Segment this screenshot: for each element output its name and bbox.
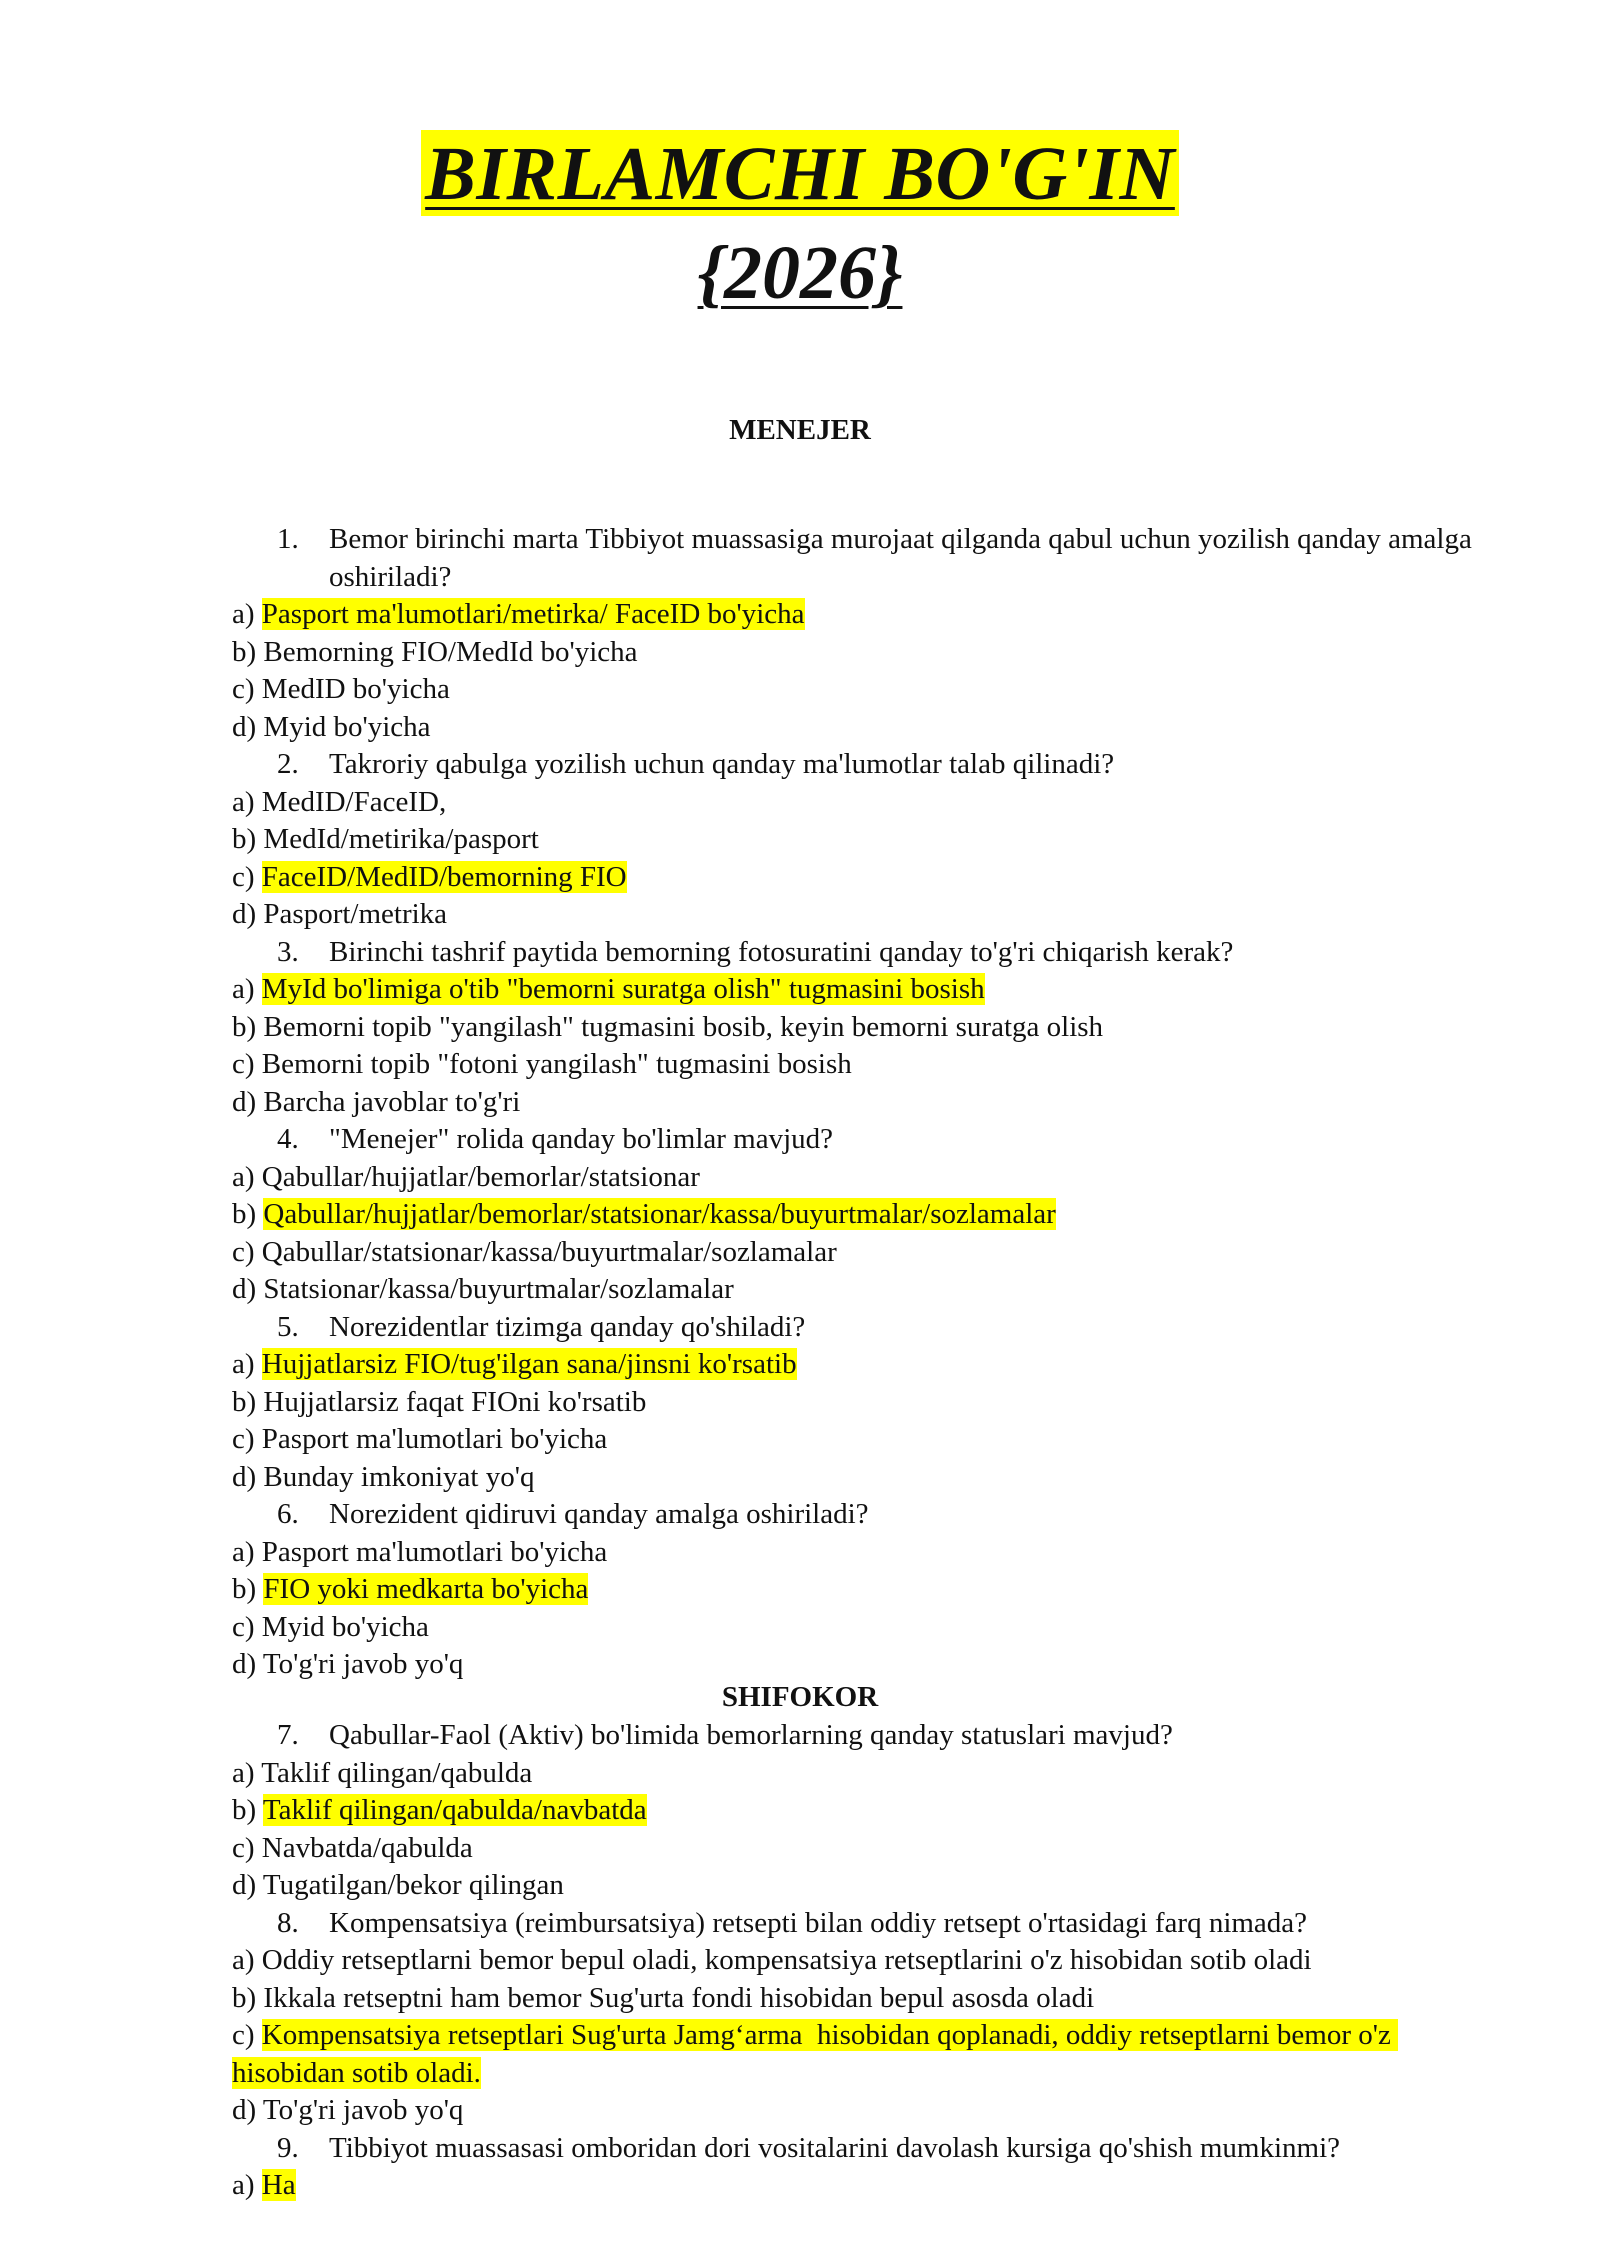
- option-text: To'g'ri javob yo'q: [262, 2094, 464, 2126]
- answer-option-b: [232, 1792, 1492, 1830]
- question-number: 9.: [277, 2131, 299, 2164]
- option-prefix: b): [232, 1385, 257, 1418]
- question-number: 8.: [277, 1906, 299, 1939]
- section-heading-shifokor: SHIFOKOR: [721, 1681, 879, 1713]
- question-9: [232, 2130, 1492, 2168]
- answer-option-a: [232, 784, 1492, 822]
- answer-option-d: [232, 2092, 1492, 2130]
- option-text: Myid bo'yicha: [261, 1610, 429, 1643]
- option-prefix: a): [232, 1756, 255, 1789]
- option-prefix: a): [232, 1944, 255, 1976]
- question-3: [232, 934, 1492, 972]
- question-text: Takroriy qabulga yozilish uchun qanday ma'lumotlar talab qilinadi?: [329, 748, 1115, 780]
- question-2: [232, 746, 1492, 784]
- option-prefix: b): [232, 1573, 257, 1605]
- option-prefix: a): [232, 785, 255, 818]
- answer-option-c: [232, 671, 1492, 709]
- question-1: [232, 521, 1492, 596]
- option-text: MedId/metirika/pasport: [263, 823, 539, 855]
- option-prefix: a): [232, 1160, 255, 1193]
- title-block: [0, 130, 1600, 216]
- document-year: {2026}: [697, 231, 903, 315]
- option-prefix: c): [232, 673, 255, 705]
- answer-option-c: [232, 859, 1492, 897]
- option-prefix: a): [232, 973, 255, 1005]
- section-heading-menejer: MENEJER: [729, 414, 871, 446]
- option-text: Tugatilgan/bekor qilingan: [262, 1869, 564, 1901]
- option-prefix: b): [232, 1981, 257, 2014]
- answer-option-a: [232, 2167, 1492, 2205]
- option-text: Qabullar/hujjatlar/bemorlar/statsionar: [261, 1160, 700, 1193]
- option-text: MedID/FaceID,: [261, 785, 447, 818]
- highlighted-answer-text: Taklif qilingan/qabulda/navbatda: [262, 1794, 647, 1826]
- option-text: Bemorni topib "yangilash" tugmasini bosib, keyin bemorni suratga olish: [263, 1010, 1104, 1043]
- option-prefix: d): [232, 1648, 257, 1680]
- option-text: Navbatda/qabulda: [261, 1831, 473, 1864]
- answer-option-d: [232, 1867, 1492, 1905]
- option-text: Hujjatlarsiz faqat FIOni ko'rsatib: [263, 1385, 647, 1418]
- option-prefix: c): [232, 860, 255, 893]
- option-text: Myid bo'yicha: [263, 710, 431, 743]
- option-prefix: b): [232, 823, 257, 855]
- answer-option-b: [232, 821, 1492, 859]
- question-text: "Menejer" rolida qanday bo'limlar mavjud?: [329, 1123, 834, 1155]
- answer-option-a: [232, 971, 1492, 1009]
- answer-option-c: [232, 1609, 1492, 1647]
- option-prefix: b): [232, 635, 257, 668]
- question-text: Tibbiyot muassasasi omboridan dori vositalarini davolash kursiga qo'shish mumkinmi?: [329, 2131, 1341, 2164]
- option-text: Taklif qilingan/qabulda: [261, 1756, 533, 1789]
- answer-option-d: [232, 1459, 1492, 1497]
- highlighted-answer-text: FaceID/MedID/bemorning FIO: [261, 860, 627, 893]
- question-text: Norezidentlar tizimga qanday qo'shiladi?: [329, 1310, 806, 1343]
- option-text: Pasport/metrika: [263, 898, 448, 930]
- answer-option-d: [232, 1084, 1492, 1122]
- option-text: Bemorni topib "fotoni yangilash" tugmasini bosish: [261, 1048, 852, 1080]
- answer-option-c: [232, 1046, 1492, 1084]
- option-text: Bunday imkoniyat yo'q: [263, 1460, 535, 1493]
- option-prefix: c): [232, 1423, 255, 1455]
- answer-option-c: [232, 1421, 1492, 1459]
- question-4: [232, 1121, 1492, 1159]
- year-block: [0, 231, 1600, 315]
- option-prefix: d): [232, 1869, 257, 1901]
- question-number: 3.: [277, 935, 299, 968]
- question-number: 4.: [277, 1123, 299, 1155]
- option-prefix: b): [232, 1794, 257, 1826]
- answer-option-d: [232, 709, 1492, 747]
- answer-option-b: [232, 1571, 1492, 1609]
- question-text: Birinchi tashrif paytida bemorning fotosuratini qanday to'g'ri chiqarish kerak?: [329, 935, 1234, 968]
- question-5: [232, 1309, 1492, 1347]
- option-prefix: a): [232, 1348, 255, 1380]
- question-number: 1.: [277, 523, 299, 555]
- option-prefix: c): [232, 1831, 255, 1864]
- option-text: Qabullar/statsionar/kassa/buyurtmalar/sozlamalar: [261, 1235, 837, 1268]
- option-text: MedID bo'yicha: [261, 673, 450, 705]
- answer-option-a: [232, 1534, 1492, 1572]
- answer-option-b: [232, 1980, 1492, 2018]
- option-prefix: a): [232, 598, 255, 630]
- answer-option-b: [232, 1009, 1492, 1047]
- option-prefix: d): [232, 710, 257, 743]
- answer-option-d: [232, 1271, 1492, 1309]
- answer-option-a: [232, 1755, 1492, 1793]
- option-prefix: d): [232, 1273, 257, 1305]
- question-text: Kompensatsiya (reimbursatsiya) retsepti bilan oddiy retsept o'rtasidagi farq nimada?: [329, 1906, 1308, 1939]
- option-prefix: b): [232, 1010, 257, 1043]
- option-prefix: d): [232, 1460, 257, 1493]
- question-text: Bemor birinchi marta Tibbiyot muassasiga murojaat qilganda qabul uchun yozilish qanday amalga oshiriladi?: [329, 523, 1472, 593]
- answer-option-a: [232, 1346, 1492, 1384]
- option-text: Bemorning FIO/MedId bo'yicha: [263, 635, 638, 668]
- option-text: Oddiy retseptlarni bemor bepul oladi, kompensatsiya retseptlarini o'z hisobidan sotib oladi: [261, 1944, 1312, 1976]
- option-prefix: d): [232, 1085, 257, 1118]
- answer-option-b: [232, 1196, 1492, 1234]
- answer-option-c: [232, 2017, 1492, 2092]
- question-number: 2.: [277, 748, 299, 780]
- question-text: Qabullar-Faol (Aktiv) bo'limida bemorlarning qanday statuslari mavjud?: [329, 1719, 1173, 1751]
- highlighted-answer-text: Pasport ma'lumotlari/metirka/ FaceID bo'yicha: [261, 598, 805, 630]
- document-title: BIRLAMCHI BO'G'IN: [421, 130, 1179, 216]
- option-prefix: d): [232, 2094, 257, 2126]
- option-prefix: c): [232, 1048, 255, 1080]
- option-prefix: c): [232, 1235, 255, 1268]
- highlighted-answer-text: MyId bo'limiga o'tib "bemorni suratga olish" tugmasini bosish: [261, 973, 985, 1005]
- option-prefix: a): [232, 1535, 255, 1568]
- answer-option-c: [232, 1830, 1492, 1868]
- answer-option-b: [232, 634, 1492, 672]
- question-6: [232, 1496, 1492, 1534]
- question-number: 5.: [277, 1310, 299, 1343]
- option-prefix: b): [232, 1198, 257, 1230]
- question-list-menejer: [232, 521, 1492, 1684]
- option-prefix: d): [232, 898, 257, 930]
- highlighted-answer-text: Qabullar/hujjatlar/bemorlar/statsionar/kassa/buyurtmalar/sozlamalar: [263, 1198, 1056, 1230]
- option-text: Pasport ma'lumotlari bo'yicha: [261, 1423, 608, 1455]
- option-text: Pasport ma'lumotlari bo'yicha: [261, 1535, 608, 1568]
- option-text: To'g'ri javob yo'q: [262, 1648, 464, 1680]
- option-text: Ikkala retseptni ham bemor Sug'urta fondi hisobidan bepul asosda oladi: [263, 1981, 1095, 2014]
- question-text: Norezident qidiruvi qanday amalga oshiriladi?: [329, 1498, 869, 1530]
- question-7: [232, 1717, 1492, 1755]
- option-prefix: c): [232, 2019, 255, 2051]
- option-text: Statsionar/kassa/buyurtmalar/sozlamalar: [263, 1273, 734, 1305]
- answer-option-d: [232, 896, 1492, 934]
- highlighted-answer-text: FIO yoki medkarta bo'yicha: [263, 1573, 589, 1605]
- highlighted-answer-text: Kompensatsiya retseptlari Sug'urta Jamg‘arma hisobidan qoplanadi, oddiy retseptlarni bemor o'z hisobidan sotib oladi.: [232, 2019, 1399, 2089]
- question-8: [232, 1905, 1492, 1943]
- highlighted-answer-text: Hujjatlarsiz FIO/tug'ilgan sana/jinsni ko'rsatib: [261, 1348, 797, 1380]
- option-text: Barcha javoblar to'g'ri: [263, 1085, 521, 1118]
- answer-option-b: [232, 1384, 1492, 1422]
- answer-option-a: [232, 1159, 1492, 1197]
- answer-option-d: [232, 1646, 1492, 1684]
- highlighted-answer-text: Ha: [261, 2169, 296, 2201]
- answer-option-a: [232, 1942, 1492, 1980]
- question-number: 7.: [277, 1719, 299, 1751]
- question-number: 6.: [277, 1498, 299, 1530]
- answer-option-a: [232, 596, 1492, 634]
- question-list-shifokor: [232, 1717, 1492, 2205]
- option-prefix: c): [232, 1610, 255, 1643]
- option-prefix: a): [232, 2169, 255, 2201]
- answer-option-c: [232, 1234, 1492, 1272]
